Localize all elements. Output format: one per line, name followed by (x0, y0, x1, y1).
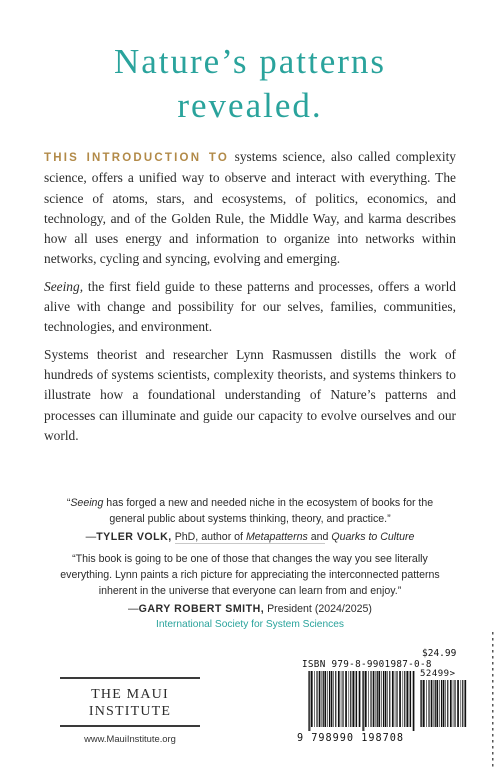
barcode-bar (447, 680, 448, 727)
edge-mark (492, 638, 494, 641)
edge-mark (492, 692, 494, 695)
barcode-bar (345, 671, 347, 727)
price-addon-digits: 52499> (420, 669, 456, 679)
edge-mark (492, 758, 494, 761)
edge-mark (492, 734, 494, 737)
barcode-bar (370, 671, 371, 727)
edge-mark (492, 656, 494, 659)
edge-mark (492, 716, 494, 719)
edge-mark (492, 722, 494, 725)
quote-2-attribution (50, 601, 450, 617)
endorser-credentials: PhD, author of (171, 531, 246, 543)
barcode-bar (352, 671, 354, 727)
barcode-bar (395, 671, 396, 727)
barcode-human-readable: 9 798990 198708 (297, 733, 405, 744)
edge-mark (492, 650, 494, 653)
price-addon-barcode (420, 680, 467, 731)
barcode-bar (389, 671, 390, 727)
barcode-bar (403, 671, 404, 727)
edge-mark (492, 686, 494, 689)
barcode-bar (443, 680, 445, 727)
isbn-label: ISBN 979-8-9901987-0-8 (302, 659, 432, 670)
barcode-bar (359, 671, 361, 727)
barcode-bar (457, 680, 459, 727)
barcode-bar (342, 671, 343, 727)
quote-2-text: “This book is going to be one of those that changes the way you see literally everything. Lynn paints a rich picture for appreciating the interconnected patterns inherent in the universe that everyone can learn from and enjoy.” (60, 553, 440, 597)
barcode-bar (420, 680, 421, 727)
barcode-bar (462, 680, 463, 727)
barcode-bar (323, 671, 324, 727)
barcode-bar (428, 680, 429, 727)
barcode-bar (445, 680, 446, 727)
edge-mark (492, 728, 494, 731)
attribution-dash: — (128, 603, 139, 615)
barcode-bar (327, 671, 328, 727)
barcode-bar (387, 671, 388, 727)
barcode-bar (383, 671, 384, 727)
barcode-bar (410, 671, 411, 727)
barcode-bar (450, 680, 452, 727)
edge-mark (492, 740, 494, 743)
barcode-bar (381, 671, 382, 727)
edge-mark (492, 632, 494, 635)
barcode-bar (396, 671, 397, 727)
barcode-bar (331, 671, 333, 727)
barcode-bar (316, 671, 317, 727)
barcode-bar (453, 680, 454, 727)
endorser-name: GARY ROBERT SMITH, (138, 603, 265, 615)
barcode-bar (333, 671, 334, 727)
headline-line-2: revealed. (177, 86, 323, 125)
endorser-name: TYLER VOLK, (96, 531, 172, 543)
quote-1-text: has forged a new and needed niche in the ecosystem of books for the general public about systems thinking, theory, and practice.” (103, 497, 434, 525)
conjunction: and (307, 531, 332, 543)
paragraph-2-text: the first field guide to these patterns and processes, offers a world alive with change and possibility for our selves, families, communities, technologies, and environment. (44, 278, 456, 335)
edge-mark (492, 644, 494, 647)
barcode-bar (421, 680, 422, 727)
barcode-bar (385, 671, 387, 727)
attribution-dash: — (85, 531, 97, 543)
barcode-bar (376, 671, 377, 727)
endorser-work-1: Metapatterns (245, 531, 308, 543)
publisher-url: www.MauiInstitute.org (84, 733, 176, 744)
quote-book-title: Seeing (70, 497, 104, 509)
barcode-bar (454, 680, 455, 727)
barcode-bar (311, 671, 313, 727)
barcode-bar (350, 671, 351, 727)
barcode-bar (335, 671, 336, 727)
endorsement-quote-1 (50, 495, 450, 545)
barcode-bar (365, 671, 367, 727)
barcode-bar (356, 671, 357, 727)
lead-in-caps: THIS INTRODUCTION TO (44, 152, 230, 164)
barcode-bar (319, 671, 321, 727)
barcode-bar (341, 671, 342, 727)
barcode-bar (324, 671, 326, 727)
barcode-bar (309, 671, 310, 731)
barcode-bar (349, 671, 350, 727)
back-cover-headline (0, 40, 500, 128)
barcode-bar (423, 680, 425, 727)
barcode-bar (434, 680, 435, 727)
publisher-logo (60, 677, 200, 727)
edge-mark (492, 704, 494, 707)
barcode-bar (378, 671, 380, 727)
edge-mark (492, 698, 494, 701)
publisher-logo-line-1: THE MAUI (91, 687, 169, 702)
barcode-bar (392, 671, 394, 727)
quote-divider (175, 543, 325, 544)
barcode-bar (399, 671, 401, 727)
barcode-bar (363, 671, 364, 731)
edge-mark (492, 746, 494, 749)
edge-registration-marks (491, 630, 495, 770)
barcode-bar (435, 680, 436, 727)
barcode-bar (409, 671, 410, 727)
quote-open-mark: “ (66, 497, 71, 509)
description-paragraph-1 (44, 147, 456, 270)
barcode-bar (355, 671, 356, 727)
edge-mark (492, 752, 494, 755)
barcode-bar (426, 680, 427, 727)
barcode-bar (439, 680, 440, 727)
edge-mark (492, 674, 494, 677)
headline-line-1: Nature’s patterns (113, 42, 387, 81)
barcode-bar (362, 671, 363, 731)
description-paragraph-3: Systems theorist and researcher Lynn Rasmussen distills the work of hundreds of systems scientists, complexity theorists, and systems thinkers to illustrate how a foundational understanding of Nature’s patterns and processes can illuminate and guide our capacity to evolve ourselves and our world. (44, 346, 456, 443)
edge-mark (492, 662, 494, 665)
barcode-bar (464, 680, 466, 727)
price-label: $24.99 (422, 648, 457, 659)
barcode-bar (461, 680, 462, 727)
endorser-role: President (2024/2025) (264, 603, 372, 615)
edge-mark (492, 680, 494, 683)
book-title-italic: Seeing, (44, 278, 84, 294)
publisher-logo-line-2: INSTITUTE (88, 704, 172, 719)
endorsement-quote-2 (50, 551, 450, 633)
barcode-bar (441, 680, 442, 727)
barcode-bar (329, 671, 330, 727)
barcode-bar (338, 671, 340, 727)
barcode-bar (413, 671, 415, 731)
endorser-work-2: Quarks to Culture (331, 531, 415, 543)
barcode-bar (314, 671, 315, 727)
barcode-bar (431, 680, 433, 727)
barcode-bar (404, 671, 405, 727)
barcode-bar (368, 671, 369, 727)
barcode-bar (377, 671, 378, 727)
endorser-organization: International Society for System Sciences (156, 619, 344, 630)
description-paragraph-2 (44, 277, 456, 338)
paragraph-1-text: systems science, also called complexity science, offers a unified way to observe and interact with everything. The science of atoms, stars, and ecosystems, of politics, economics, and technology, and of the Golden Rule, the Middle Way, and karma describes how all uses energy and information to organize into networks within networks, cycling and syncing, evolving and emerging. (44, 149, 456, 267)
edge-mark (492, 710, 494, 713)
description-body (44, 147, 456, 453)
isbn-barcode (308, 671, 415, 731)
barcode-bar (322, 671, 323, 727)
edge-mark (492, 764, 494, 767)
barcode-bar (373, 671, 375, 727)
barcode-bar (308, 671, 309, 731)
barcode-bar (436, 680, 438, 727)
edge-mark (492, 668, 494, 671)
barcode-bar (406, 671, 408, 727)
